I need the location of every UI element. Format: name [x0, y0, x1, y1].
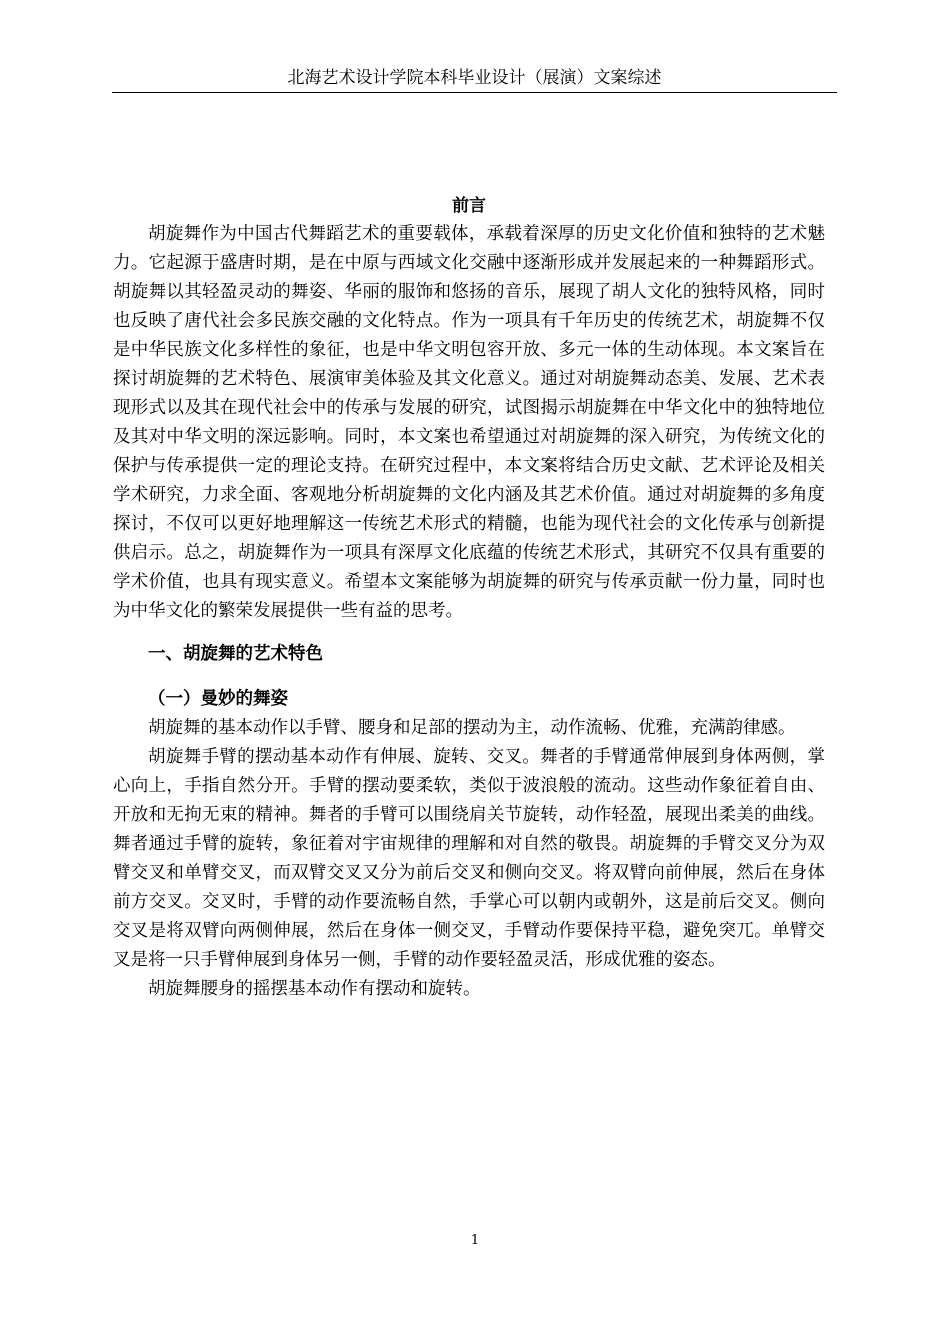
body-paragraph: 胡旋舞手臂的摆动基本动作有伸展、旋转、交叉。舞者的手臂通常伸展到身体两侧，掌心向上，手指自然分开。手臂的摆动要柔软，类似于波浪般的流动。这些动作象征着自由、开放和无拘无束的精神。舞者的手臂可以围绕肩关节旋转，动作轻盈，展现出柔美的曲线。舞者通过手臂的旋转，象征着对宇宙规律的理解和对自然的敬畏。胡旋舞的手臂交叉分为双臂交叉和单臂交叉，而双臂交叉又分为前后交叉和侧向交叉。将双臂向前伸展，然后在身体前方交叉。交叉时，手臂的动作要流畅自然，手掌心可以朝内或朝外，这是前后交叉。侧向交叉是将双臂向两侧伸展，然后在身体一侧交叉，手臂动作要保持平稳，避免突兀。单臂交叉是将一只手臂伸展到身体另一侧，手臂的动作要轻盈灵活，形成优雅的姿态。 [113, 747, 825, 970]
header-title: 北海艺术设计学院本科毕业设计（展演）文案综述 [287, 68, 662, 88]
section-heading-art-features: 一、胡旋舞的艺术特色 [148, 644, 323, 664]
page-header [112, 64, 837, 93]
document-body [113, 192, 825, 1004]
preface-paragraph: 胡旋舞作为中国古代舞蹈艺术的重要载体，承载着深厚的历史文化价值和独特的艺术魅力。它起源于盛唐时期，是在中原与西域文化交融中逐渐形成并发展起来的一种舞蹈形式。胡旋舞以其轻盈灵动的舞姿、华丽的服饰和悠扬的音乐，展现了胡人文化的独特风格，同时也反映了唐代社会多民族交融的文化特点。作为一项具有千年历史的传统艺术，胡旋舞不仅是中华民族文化多样性的象征，也是中华文明包容开放、多元一体的生动体现。本文案旨在探讨胡旋舞的艺术特色、展演审美体验及其文化意义。通过对胡旋舞动态美、发展、艺术表现形式以及其在现代社会中的传承与发展的研究，试图揭示胡旋舞在中华文化中的独特地位及其对中华文明的深远影响。同时，本文案也希望通过对胡旋舞的深入研究，为传统文化的保护与传承提供一定的理论支持。在研究过程中，本文案将结合历史文献、艺术评论及相关学术研究，力求全面、客观地分析胡旋舞的文化内涵及其艺术价值。通过对胡旋舞的多角度探讨，不仅可以更好地理解这一传统艺术形式的精髓，也能为现代社会的文化传承与创新提供启示。总之，胡旋舞作为一项具有深厚文化底蕴的传统艺术形式，其研究不仅具有重要的学术价值，也具有现实意义。希望本文案能够为胡旋舞的研究与传承贡献一份力量，同时也为中华文化的繁荣发展提供一些有益的思考。 [113, 224, 825, 621]
page-number: 1 [470, 1233, 480, 1248]
body-paragraph: 胡旋舞的基本动作以手臂、腰身和足部的摆动为主，动作流畅、优雅，充满韵律感。 [148, 718, 796, 738]
subsection-heading-dance-posture: （一）曼妙的舞姿 [148, 689, 288, 709]
preface-title: 前言 [452, 196, 486, 216]
body-paragraph: 胡旋舞腰身的摇摆基本动作有摆动和旋转。 [148, 979, 481, 999]
